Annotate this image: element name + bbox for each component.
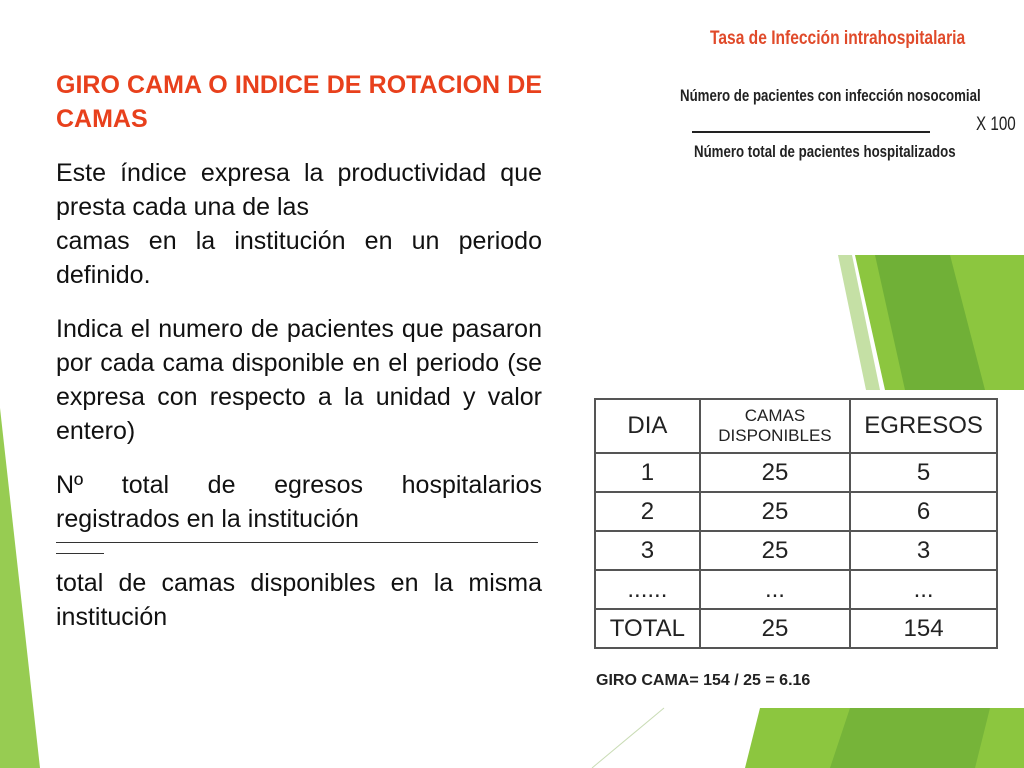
infection-numerator: Número de pacientes con infección nosocomial bbox=[680, 86, 981, 105]
section-heading: GIRO CAMA O INDICE DE ROTACION DE CAMAS bbox=[56, 71, 542, 133]
bottom-green-block-dark bbox=[830, 708, 990, 768]
cell-dia: 3 bbox=[595, 531, 700, 570]
giro-cama-result: GIRO CAMA= 154 / 25 = 6.16 bbox=[596, 672, 811, 689]
left-text-column bbox=[56, 68, 542, 654]
table-row bbox=[595, 531, 997, 570]
cell-dia: ...... bbox=[595, 570, 700, 609]
indicator-explanation: Indica el numero de pacientes que pasaron por cada cama disponible en el periodo (se expresa con respecto a la unidad y valor entero) bbox=[56, 315, 542, 445]
table-header-row bbox=[595, 399, 997, 453]
cell-dia: 1 bbox=[595, 453, 700, 492]
fraction-line bbox=[56, 542, 538, 543]
cell-egresos: ... bbox=[850, 570, 997, 609]
cell-egresos: 3 bbox=[850, 531, 997, 570]
discharges-table bbox=[594, 398, 998, 649]
header-camas-disponibles: CAMAS DISPONIBLES bbox=[700, 399, 850, 453]
formula-numerator: Nº total de egresos hospitalarios registrados en la institución bbox=[56, 471, 542, 533]
cell-camas: 25 bbox=[700, 492, 850, 531]
cell-egresos: 5 bbox=[850, 453, 997, 492]
left-green-stripe bbox=[0, 408, 40, 768]
table-row bbox=[595, 453, 997, 492]
table-total-row bbox=[595, 609, 997, 648]
cell-camas: 25 bbox=[700, 531, 850, 570]
header-egresos: EGRESOS bbox=[850, 399, 997, 453]
cell-total-label: TOTAL bbox=[595, 609, 700, 648]
table-row bbox=[595, 492, 997, 531]
infection-rate-formula bbox=[660, 24, 1024, 174]
thin-diagonal-line bbox=[592, 708, 664, 768]
cell-dia: 2 bbox=[595, 492, 700, 531]
fraction-line-tail bbox=[56, 553, 104, 554]
cell-egresos: 6 bbox=[850, 492, 997, 531]
cell-total-egresos: 154 bbox=[850, 609, 997, 648]
cell-total-camas: 25 bbox=[700, 609, 850, 648]
description-line-2: camas en la institución en un periodo definido. bbox=[56, 227, 542, 289]
infection-denominator: Número total de pacientes hospitalizados bbox=[694, 142, 956, 161]
table-row bbox=[595, 570, 997, 609]
description-line-1: Este índice expresa la productividad que presta cada una de las bbox=[56, 159, 542, 221]
infection-fraction-bar bbox=[692, 131, 930, 133]
discharges-table-panel bbox=[584, 392, 998, 652]
cell-camas: 25 bbox=[700, 453, 850, 492]
formula-denominator: total de camas disponibles en la misma institución bbox=[56, 569, 542, 631]
header-dia: DIA bbox=[595, 399, 700, 453]
cell-camas: ... bbox=[700, 570, 850, 609]
infection-rate-title: Tasa de Infección intrahospitalaria bbox=[710, 28, 966, 49]
infection-multiplier: X 100 bbox=[976, 114, 1016, 135]
